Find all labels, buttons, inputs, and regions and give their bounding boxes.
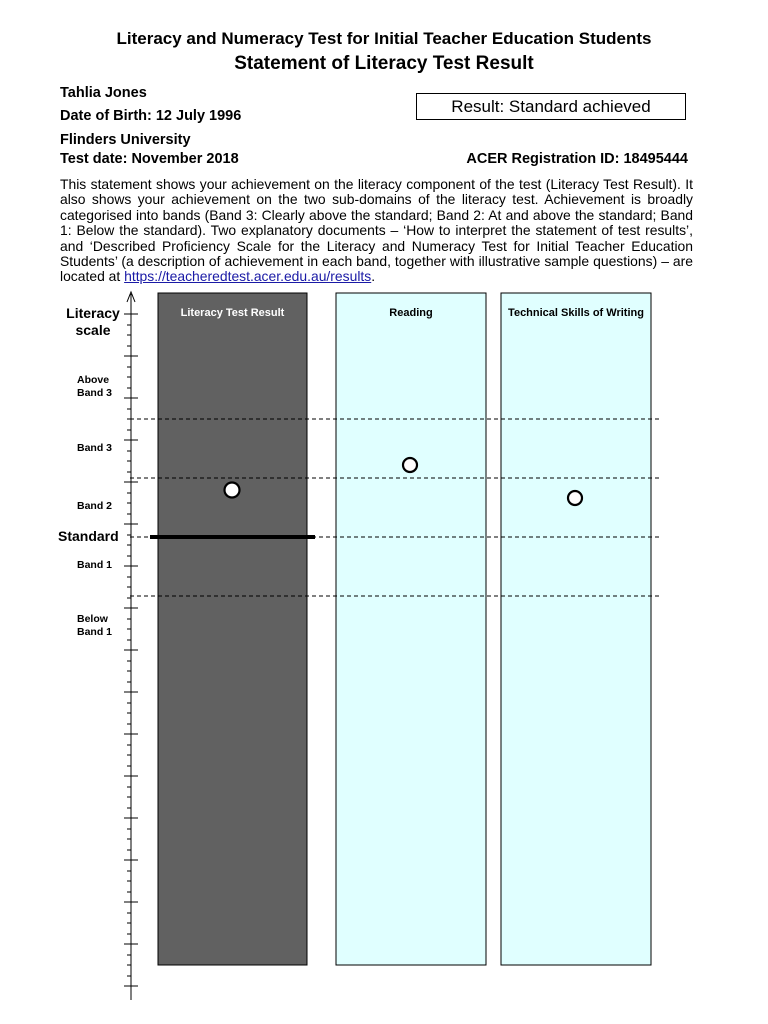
band-label-band2: Band 2: [77, 500, 113, 512]
registration-id: ACER Registration ID: 18495444: [466, 151, 688, 167]
scale-title-line2: scale: [75, 322, 111, 338]
standard-label: Standard: [58, 528, 119, 544]
column-literacy-result: [158, 293, 307, 965]
description-suffix: .: [371, 268, 376, 285]
results-link[interactable]: https://teacheredtest.acer.edu.au/results: [124, 268, 372, 285]
reading-result-marker: [403, 458, 417, 472]
band-label-below-band1: [77, 613, 112, 639]
document-subtitle: Statement of Literacy Test Result: [234, 53, 534, 74]
literacy-result-marker: [225, 483, 240, 498]
scale-title: [60, 305, 126, 339]
band-label-line: Above: [77, 374, 110, 386]
description-text: This statement shows your achievement on the literacy component of the test (Literacy Test Result). It also shows your achievement on the two sub-domains of the literacy test. Achievement is broadly categorised into bands (Band 3: Clearly above the standard; Band 2: At and above the standard; Band 1: Below the standard). Two explanatory documents – ‘How to interpret the statement of test results’, and ‘Described Proficiency Scale for the Literacy and Numeracy Test for Initial Teacher Education Students’ (a description of achievement in each band, together with illustrative sample questions) – are located at: [60, 176, 693, 285]
column-title-literacy-result: Literacy Test Result: [180, 307, 285, 319]
column-technical-skills: [501, 293, 651, 965]
writing-result-marker: [568, 491, 582, 505]
document-title: Literacy and Numeracy Test for Initial Teacher Education Students: [116, 29, 652, 48]
test-date: Test date: November 2018: [60, 151, 239, 167]
column-reading: [336, 293, 486, 965]
candidate-university: Flinders University: [60, 132, 191, 148]
result-box: Result: Standard achieved: [416, 93, 686, 120]
band-label-line: Below: [77, 613, 108, 625]
column-title-reading: Reading: [389, 307, 433, 319]
candidate-name: Tahlia Jones: [60, 85, 147, 101]
band-label-band3: Band 3: [77, 442, 113, 454]
band-label-line: Band 1: [77, 626, 113, 638]
band-label-band1: Band 1: [77, 559, 113, 571]
column-title-technical-skills: Technical Skills of Writing: [508, 307, 644, 319]
scale-title-line1: Literacy: [66, 305, 120, 321]
candidate-dob: Date of Birth: 12 July 1996: [60, 108, 242, 124]
band-label-line: Band 3: [77, 387, 113, 399]
band-label-above-band3: [77, 374, 112, 400]
